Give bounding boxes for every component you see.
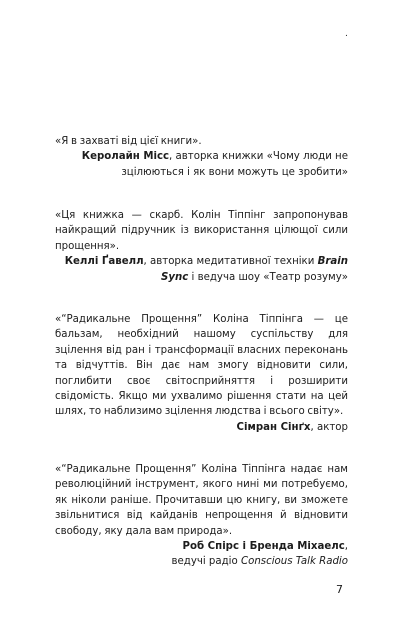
author-name: Сімран Сінґх bbox=[236, 421, 311, 433]
quote-text: «Я в захваті від цієї книги». bbox=[55, 136, 202, 147]
quote-block bbox=[55, 134, 348, 180]
quote-attribution bbox=[55, 254, 348, 285]
quote-attribution bbox=[55, 420, 348, 435]
radio-name: Conscious Talk Radio bbox=[241, 556, 348, 568]
quote-text: «“Радикальне Прощення” Коліна Тіппінга — це бальзам, необхідний нашому суспільству для зцілення від ран і трансформації власних переконань та відчуттів. Він дає нам змогу відновити сили, поглибити своє світосприйняття і розширити свідомість. Якщо ми ухвалимо рішення стати на цей шлях, то наблизимо зцілення людства і всього світу». bbox=[55, 314, 348, 418]
page-marker: . bbox=[345, 29, 348, 39]
page-number: 7 bbox=[336, 583, 343, 596]
technique-name: Brain Sync bbox=[161, 256, 348, 283]
author-role: ведучі радіо bbox=[171, 556, 241, 568]
author-description: , актор bbox=[310, 421, 348, 433]
author-name: Роб Спірс і Бренда Міхаелс bbox=[182, 541, 345, 553]
author-name: Керолайн Місс bbox=[81, 151, 170, 163]
quote-block bbox=[55, 462, 348, 570]
quote-text: «“Радикальне Прощення” Коліна Тіппінга надає нам революційний інструмент, якого нині ми потребуємо, як ніколи раніше. Прочитавши цю книгу, ви зможете звільнитися від кайданів непрощення й відновити свободу, яку дала вам природа». bbox=[55, 464, 348, 537]
quote-attribution bbox=[55, 149, 348, 180]
author-description: , авторка медитативної техніки bbox=[143, 256, 318, 268]
author-description: , авторка книжки «Чому люди не зцілюються і як вони можуть це зробити» bbox=[121, 151, 348, 178]
quote-block bbox=[55, 312, 348, 435]
author-description: , bbox=[344, 541, 348, 553]
quote-block bbox=[55, 208, 348, 285]
quote-attribution-line2 bbox=[55, 554, 348, 569]
author-description-tail: і ведуча шоу «Театр розуму» bbox=[188, 271, 348, 283]
quote-attribution bbox=[55, 539, 348, 554]
author-name: Келлі Ґавелл bbox=[64, 256, 144, 268]
quote-text: «Ця книжка — скарб. Колін Тіппінг запропонував найкращий підручник із використання цілющої сили прощення». bbox=[55, 210, 348, 252]
